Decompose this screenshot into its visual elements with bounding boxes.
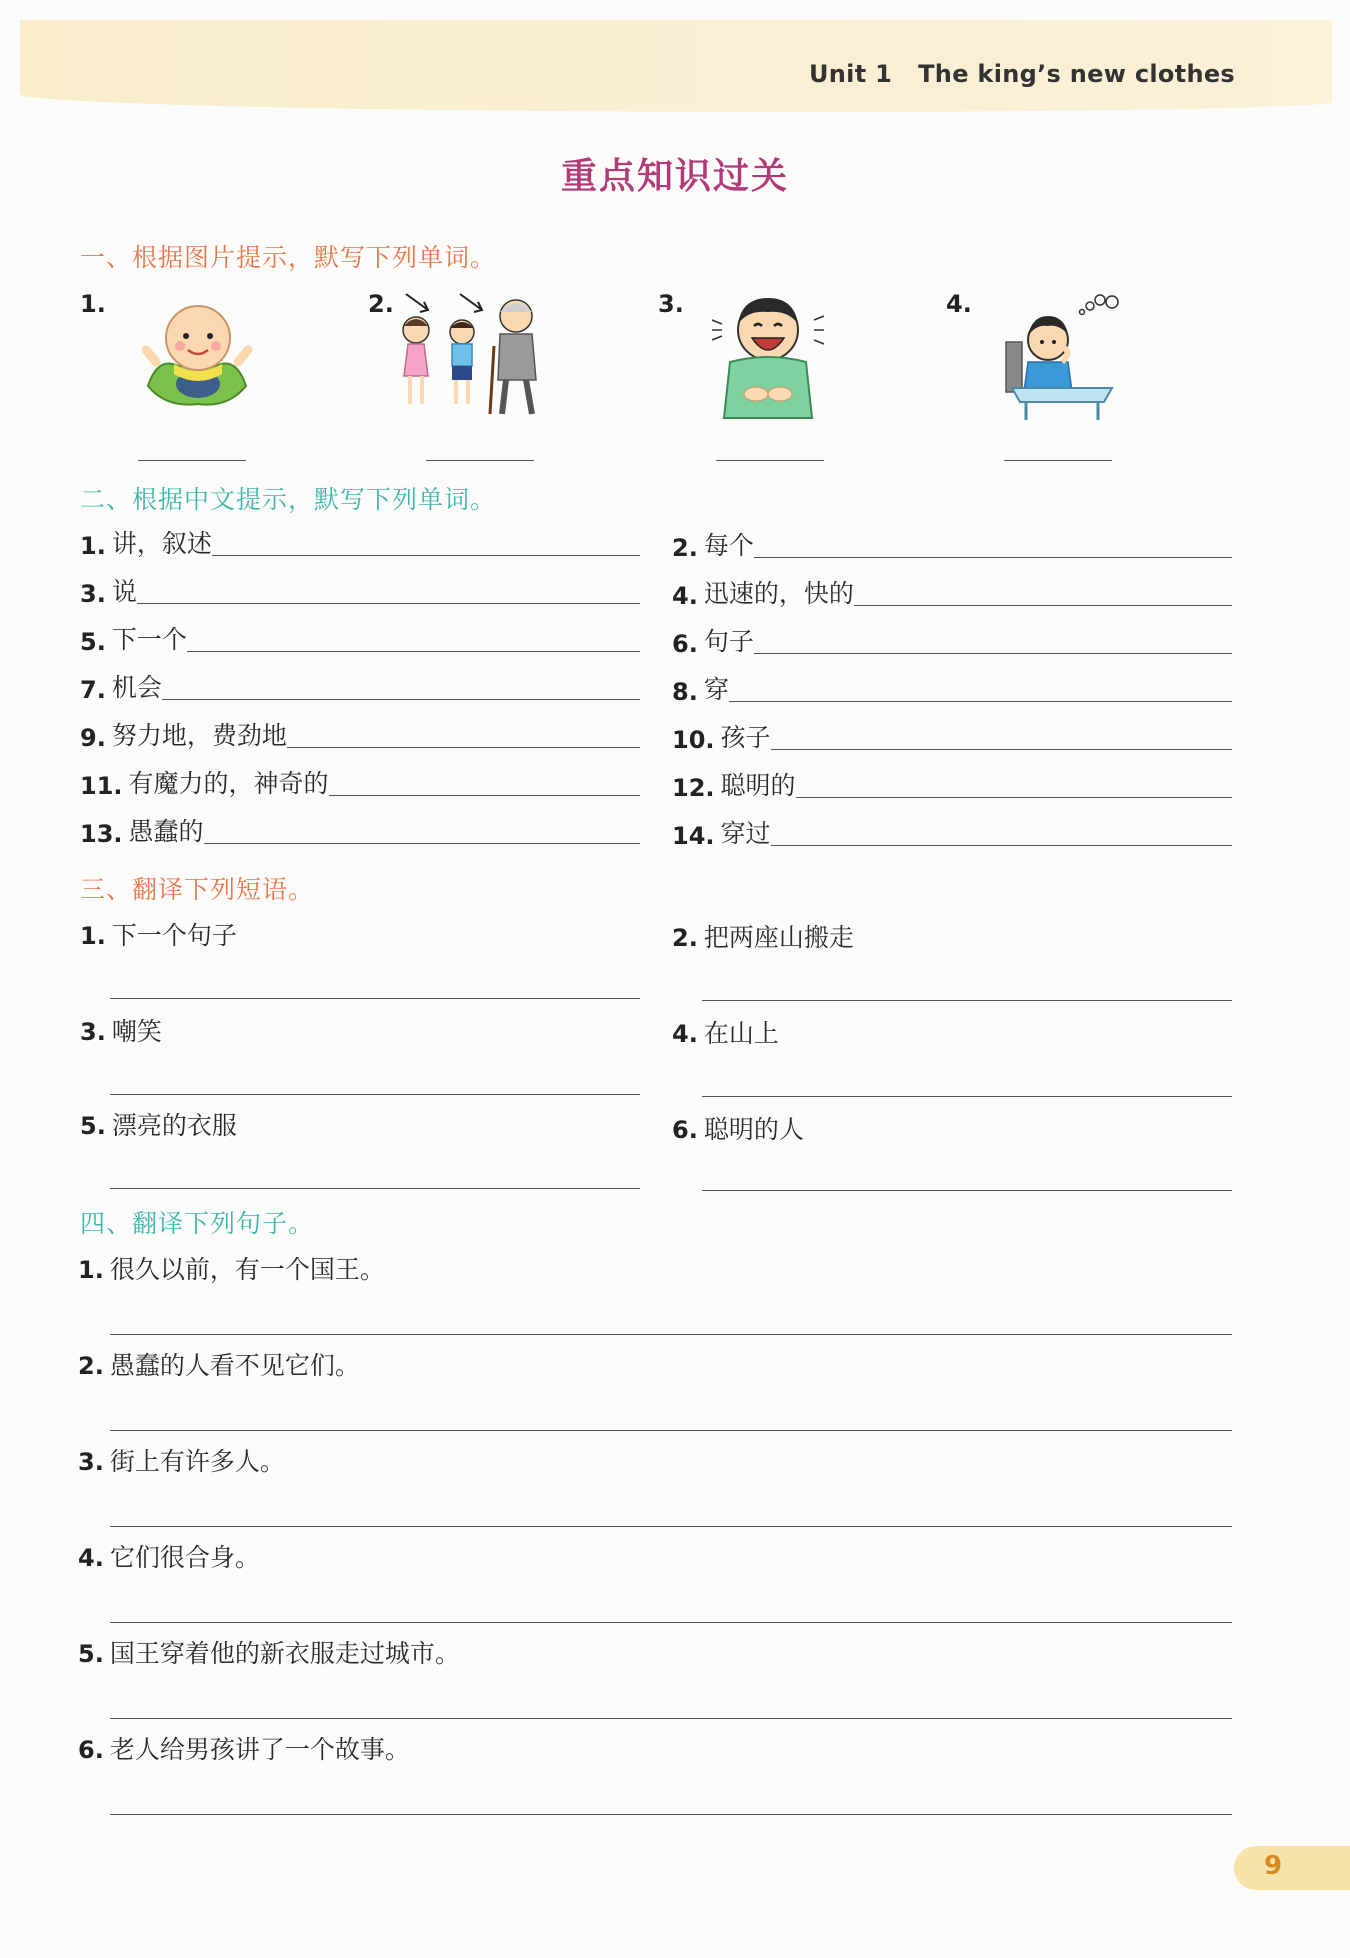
answer-line[interactable] — [771, 845, 1232, 846]
vocab-item-4: 4. 迅速的，快的 — [672, 574, 1232, 610]
answer-line[interactable] — [137, 603, 640, 604]
answer-line[interactable] — [212, 555, 640, 556]
answer-line[interactable] — [138, 460, 246, 461]
answer-line[interactable] — [287, 747, 640, 748]
vocab-item-8: 8. 穿 — [672, 670, 1232, 706]
vocab-item-7: 7. 机会 — [80, 668, 640, 704]
sentence-answer-line-3[interactable] — [110, 1526, 1232, 1527]
vocab-item-3: 3. 说 — [80, 572, 640, 608]
sentence-answer-line-1[interactable] — [110, 1334, 1232, 1335]
sentence-item-1: 1. 很久以前，有一个国王。 — [78, 1255, 385, 1284]
section4-title: 四、翻译下列句子。 — [80, 1209, 315, 1238]
vocab-item-1: 1. 讲，叙述 — [80, 524, 640, 560]
phrase-answer-line-6[interactable] — [702, 1190, 1232, 1191]
item-number: 2. — [368, 290, 394, 318]
item-number: 3. — [658, 290, 684, 318]
phrase-item-5: 5. 漂亮的衣服 — [80, 1111, 237, 1140]
sentence-answer-line-6[interactable] — [110, 1814, 1232, 1815]
answer-line[interactable] — [1004, 460, 1112, 461]
sentence-answer-line-4[interactable] — [110, 1622, 1232, 1623]
vocab-item-13: 13. 愚蠢的 — [80, 812, 640, 848]
vocab-item-14: 14. 穿过 — [672, 814, 1232, 850]
vocab-item-2: 2. 每个 — [672, 526, 1232, 562]
phrase-item-1: 1. 下一个句子 — [80, 921, 237, 950]
sentence-item-5: 5. 国王穿着他的新衣服走过城市。 — [78, 1639, 460, 1668]
phrase-answer-line-4[interactable] — [702, 1096, 1232, 1097]
sentence-item-2: 2. 愚蠢的人看不见它们。 — [78, 1351, 360, 1380]
answer-line[interactable] — [426, 460, 534, 461]
answer-line[interactable] — [187, 651, 640, 652]
answer-line[interactable] — [771, 749, 1232, 750]
sentence-item-4: 4. 它们很合身。 — [78, 1543, 260, 1572]
phrase-answer-line-3[interactable] — [110, 1094, 640, 1095]
phrase-item-6: 6. 聪明的人 — [672, 1115, 804, 1144]
item-number: 1. — [80, 290, 106, 318]
baby-icon — [138, 296, 256, 416]
children-and-old-man-icon — [398, 286, 558, 426]
answer-line[interactable] — [329, 795, 640, 796]
thinking-boy-icon — [1002, 292, 1122, 422]
page-number-tab — [1234, 1846, 1350, 1890]
answer-line[interactable] — [162, 699, 640, 700]
page-title: 重点知识过关 — [560, 156, 789, 197]
item-number: 4. — [946, 290, 972, 318]
vocab-item-10: 10. 孩子 — [672, 718, 1232, 754]
phrase-answer-line-1[interactable] — [110, 998, 640, 999]
vocab-item-11: 11. 有魔力的，神奇的 — [80, 764, 640, 800]
phrase-item-2: 2. 把两座山搬走 — [672, 923, 854, 952]
unit-header — [809, 60, 1235, 88]
vocab-item-9: 9. 努力地，费劲地 — [80, 716, 640, 752]
phrase-answer-line-2[interactable] — [702, 1000, 1232, 1001]
laughing-man-icon — [708, 290, 828, 420]
phrase-item-4: 4. 在山上 — [672, 1019, 779, 1048]
sentence-item-6: 6. 老人给男孩讲了一个故事。 — [78, 1735, 410, 1764]
answer-line[interactable] — [754, 653, 1232, 654]
answer-line[interactable] — [716, 460, 824, 461]
section3-title: 三、翻译下列短语。 — [80, 875, 315, 904]
sentence-answer-line-2[interactable] — [110, 1430, 1232, 1431]
vocab-item-6: 6. 句子 — [672, 622, 1232, 658]
answer-line[interactable] — [754, 557, 1232, 558]
unit-number: Unit 1 — [809, 60, 893, 88]
page-number: 9 — [1264, 1851, 1283, 1881]
unit-title: The king’s new clothes — [918, 60, 1235, 88]
vocab-item-5: 5. 下一个 — [80, 620, 640, 656]
answer-line[interactable] — [729, 701, 1232, 702]
answer-line[interactable] — [204, 843, 640, 844]
sentence-item-3: 3. 街上有许多人。 — [78, 1447, 285, 1476]
answer-line[interactable] — [854, 605, 1232, 606]
section1-title: 一、根据图片提示，默写下列单词。 — [80, 243, 497, 272]
phrase-item-3: 3. 嘲笑 — [80, 1017, 162, 1046]
section2-title: 二、根据中文提示，默写下列单词。 — [80, 485, 497, 514]
answer-line[interactable] — [796, 797, 1232, 798]
vocab-item-12: 12. 聪明的 — [672, 766, 1232, 802]
phrase-answer-line-5[interactable] — [110, 1188, 640, 1189]
sentence-answer-line-5[interactable] — [110, 1718, 1232, 1719]
